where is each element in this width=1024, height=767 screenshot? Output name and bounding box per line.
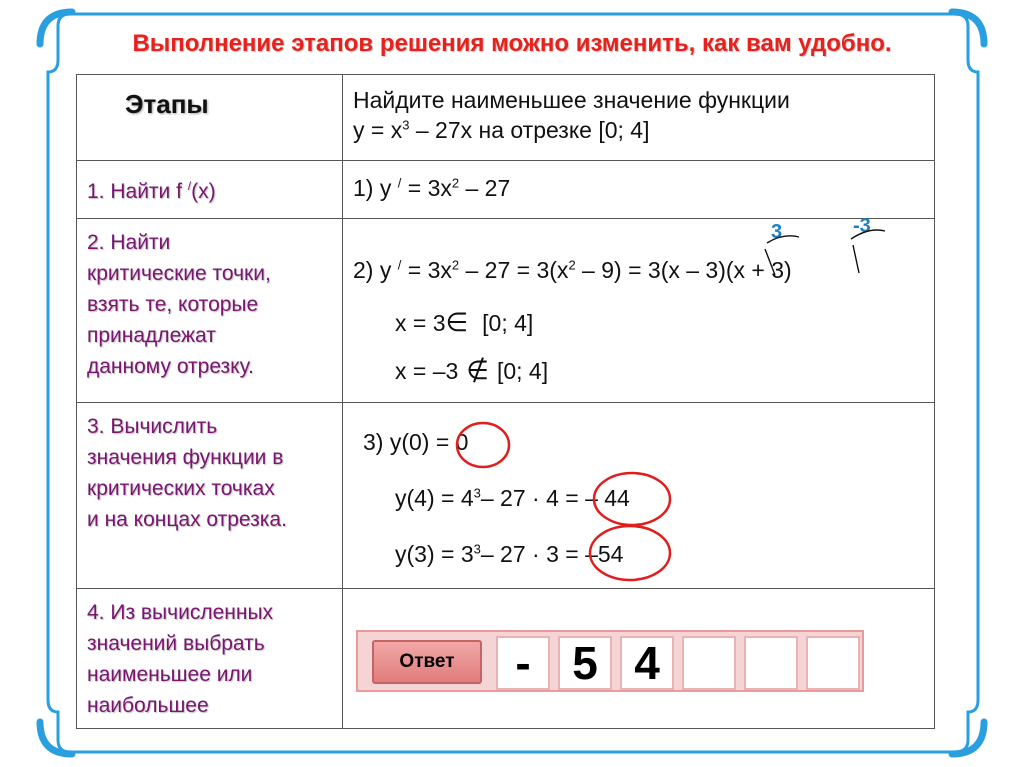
stage-3-cell — [77, 403, 343, 589]
y3-exp: 3 — [473, 541, 481, 557]
y4-a: у(4) = 4 — [395, 485, 474, 511]
root-2-value: х = –3 — [395, 358, 459, 384]
value-at-3 — [395, 541, 623, 568]
stage-4-line: наибольшее — [87, 694, 209, 717]
not-element-of-symbol: ∉ — [466, 355, 489, 385]
root-2-interval: [0; 4] — [496, 358, 549, 384]
stage-3-label — [77, 403, 342, 535]
page-heading: Выполнение этапов решения можно изменить, как вам удобно. — [132, 30, 892, 57]
stage-1-text-b: (x) — [191, 180, 216, 203]
table-row-stage-1 — [77, 161, 935, 219]
answer-bar — [356, 630, 864, 692]
task-func-b: – 27х на отрезке [0; 4] — [409, 117, 650, 143]
annotation-root-minus-3: -3 — [853, 215, 871, 237]
annotation-arrows — [743, 223, 903, 293]
task-func-exp: 3 — [402, 117, 410, 133]
step-2-cell — [343, 215, 935, 403]
table-row-stage-3 — [77, 403, 935, 589]
stage-4-cell — [77, 589, 343, 729]
stage-3-line: критических точках — [87, 477, 275, 500]
y4-b: – 27 · 4 = – 44 — [480, 485, 630, 511]
stage-2-line: взять те, которые — [87, 293, 259, 316]
answer-cell-5[interactable] — [744, 636, 798, 690]
stage-3-line: значения функции в — [87, 446, 284, 469]
value-at-0: 3) у(0) = 0 — [363, 429, 469, 455]
stage-1-sup: / — [187, 179, 192, 193]
stages-header-cell — [77, 75, 343, 161]
s2-c: – 27 = 3(х — [459, 257, 569, 283]
task-statement — [343, 75, 934, 145]
stage-2-label — [77, 219, 342, 382]
stage-4-line: значений выбрать — [87, 632, 265, 655]
answer-button[interactable]: Ответ — [372, 640, 482, 684]
s2-exp2: 2 — [568, 257, 576, 273]
frame-corner-bl — [40, 722, 72, 754]
s2-exp1: 2 — [451, 257, 460, 273]
value-at-4 — [395, 485, 630, 512]
task-cell — [343, 75, 935, 161]
stage-4-line: наименьшее или — [87, 663, 253, 686]
stage-2-line: критические точки, — [87, 262, 271, 285]
task-line-1: Найдите наименьшее значение функции — [353, 87, 790, 113]
annotation-root-3: 3 — [771, 221, 783, 243]
y4-exp: 3 — [473, 485, 481, 501]
stage-1-label — [77, 161, 342, 207]
stage-2-cell — [77, 219, 343, 403]
s1-a: 1) у — [353, 175, 398, 201]
y3-b: – 27 · 3 = –54 — [480, 541, 624, 567]
s1-b: = 3х — [401, 175, 452, 201]
stage-3-line: и на концах отрезка. — [87, 508, 287, 531]
s1-sup: / — [397, 175, 402, 191]
arrow-to-minus-3 — [765, 236, 799, 275]
stage-4-label — [77, 589, 342, 721]
stage-2-line: данному отрезку. — [87, 355, 254, 378]
stage-1-text-a: 1. Найти f — [87, 180, 188, 203]
stage-4-line: 4. Из вычисленных — [87, 601, 274, 624]
s2-d: – 9) = 3(х – 3)(х + 3) — [575, 257, 792, 283]
s2-b: = 3х — [401, 257, 452, 283]
answer-cell-4[interactable] — [682, 636, 736, 690]
root-2 — [395, 355, 548, 386]
answer-cell-2[interactable]: 5 — [558, 636, 612, 690]
stage-2-line: принадлежат — [87, 324, 216, 347]
step-1-cell — [343, 161, 935, 219]
stages-header: Этапы — [125, 89, 209, 119]
step-2-factorization — [353, 257, 792, 284]
s1-exp: 2 — [451, 175, 460, 191]
task-line-2 — [353, 115, 934, 145]
step-3-cell — [343, 403, 935, 589]
s2-sup: / — [397, 257, 402, 273]
stage-3-line: 3. Вычислить — [87, 415, 218, 438]
root-1-interval: [0; 4] — [482, 310, 534, 336]
table-row-header — [77, 75, 935, 161]
table-row-stage-2 — [77, 219, 935, 403]
stage-1-cell — [77, 161, 343, 219]
y3-a: у(3) = 3 — [395, 541, 474, 567]
answer-cell-6[interactable] — [806, 636, 860, 690]
step-1-derivative — [353, 175, 510, 202]
stage-2-line: 2. Найти — [87, 231, 171, 254]
s1-c: – 27 — [459, 175, 511, 201]
root-1 — [395, 307, 533, 338]
s2-a: 2) у — [353, 257, 398, 283]
answer-cell-1[interactable]: - — [496, 636, 550, 690]
arrow-to-plus-3 — [851, 230, 885, 273]
root-1-value: х = 3 — [395, 310, 446, 336]
task-func-a: у = х — [353, 117, 403, 143]
element-of-symbol: ∈ — [445, 307, 469, 337]
answer-cell-3[interactable]: 4 — [620, 636, 674, 690]
